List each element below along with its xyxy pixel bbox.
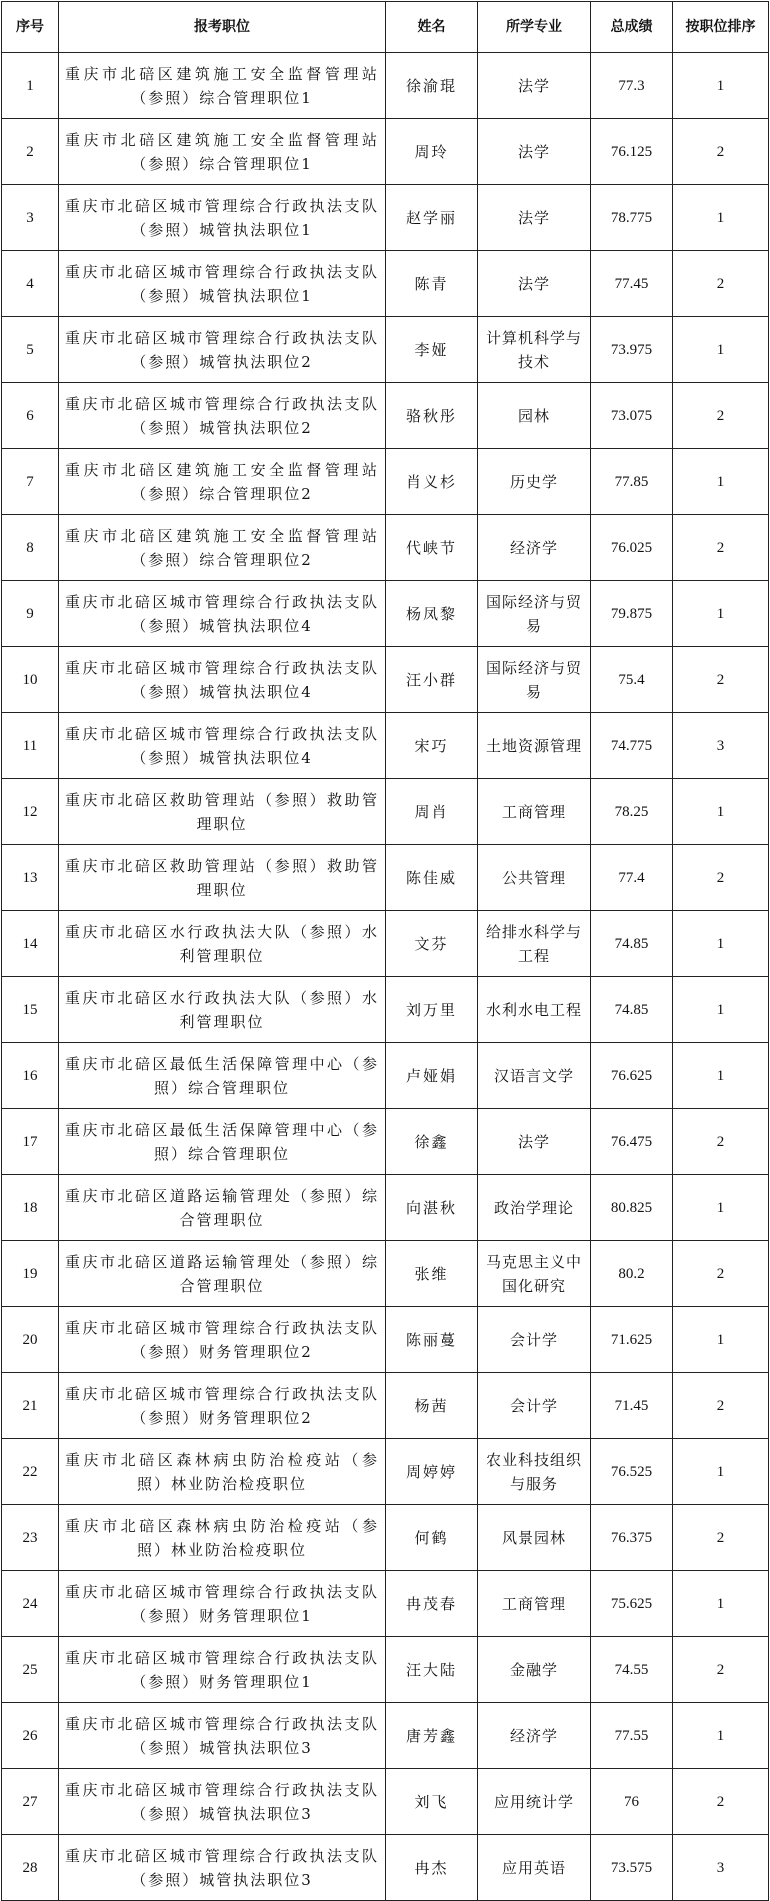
cell-score: 76.525: [591, 1439, 673, 1505]
cell-major: 应用统计学: [478, 1769, 591, 1835]
cell-position: 重庆市北碚区城市管理综合行政执法支队（参照）城管执法职位4: [59, 647, 386, 713]
cell-name: 冉杰: [386, 1835, 478, 1901]
cell-position: 重庆市北碚区城市管理综合行政执法支队（参照）财务管理职位2: [59, 1307, 386, 1373]
cell-seq: 9: [2, 581, 59, 647]
cell-score: 74.775: [591, 713, 673, 779]
cell-score: 79.875: [591, 581, 673, 647]
cell-score: 74.85: [591, 977, 673, 1043]
cell-rank: 1: [673, 581, 769, 647]
cell-seq: 10: [2, 647, 59, 713]
cell-major: 法学: [478, 251, 591, 317]
cell-seq: 20: [2, 1307, 59, 1373]
cell-major: 给排水科学与工程: [478, 911, 591, 977]
table-row: [2, 185, 769, 251]
cell-major: 计算机科学与技术: [478, 317, 591, 383]
cell-rank: 1: [673, 185, 769, 251]
cell-rank: 1: [673, 1175, 769, 1241]
table-row: [2, 1769, 769, 1835]
cell-position: 重庆市北碚区水行政执法大队（参照）水利管理职位: [59, 977, 386, 1043]
cell-seq: 28: [2, 1835, 59, 1901]
header-seq: 序号: [2, 2, 59, 53]
cell-rank: 1: [673, 317, 769, 383]
header-rank: 按职位排序: [673, 2, 769, 53]
cell-major: 工商管理: [478, 779, 591, 845]
cell-name: 陈丽蔓: [386, 1307, 478, 1373]
cell-major: 法学: [478, 185, 591, 251]
cell-major: 金融学: [478, 1637, 591, 1703]
cell-major: 工商管理: [478, 1571, 591, 1637]
cell-position: 重庆市北碚区道路运输管理处（参照）综合管理职位: [59, 1241, 386, 1307]
cell-seq: 13: [2, 845, 59, 911]
cell-name: 赵学丽: [386, 185, 478, 251]
cell-name: 周玲: [386, 119, 478, 185]
cell-position: 重庆市北碚区最低生活保障管理中心（参照）综合管理职位: [59, 1043, 386, 1109]
header-position: 报考职位: [59, 2, 386, 53]
cell-name: 冉茂春: [386, 1571, 478, 1637]
cell-name: 代峡节: [386, 515, 478, 581]
cell-rank: 1: [673, 911, 769, 977]
cell-name: 周肖: [386, 779, 478, 845]
cell-rank: 2: [673, 1769, 769, 1835]
cell-score: 76: [591, 1769, 673, 1835]
cell-name: 文芬: [386, 911, 478, 977]
cell-score: 78.775: [591, 185, 673, 251]
cell-score: 71.625: [591, 1307, 673, 1373]
cell-seq: 4: [2, 251, 59, 317]
cell-name: 骆秋彤: [386, 383, 478, 449]
table-row: [2, 1307, 769, 1373]
cell-rank: 1: [673, 449, 769, 515]
cell-seq: 26: [2, 1703, 59, 1769]
cell-score: 73.575: [591, 1835, 673, 1901]
table-row: [2, 977, 769, 1043]
cell-rank: 2: [673, 515, 769, 581]
table-row: [2, 515, 769, 581]
cell-position: 重庆市北碚区救助管理站（参照）救助管理职位: [59, 779, 386, 845]
cell-rank: 2: [673, 647, 769, 713]
cell-position: 重庆市北碚区水行政执法大队（参照）水利管理职位: [59, 911, 386, 977]
cell-major: 法学: [478, 53, 591, 119]
cell-rank: 2: [673, 1241, 769, 1307]
cell-major: 汉语言文学: [478, 1043, 591, 1109]
cell-major: 经济学: [478, 1703, 591, 1769]
cell-name: 唐芳鑫: [386, 1703, 478, 1769]
cell-score: 76.025: [591, 515, 673, 581]
cell-seq: 18: [2, 1175, 59, 1241]
cell-seq: 6: [2, 383, 59, 449]
table-row: [2, 1571, 769, 1637]
cell-position: 重庆市北碚区城市管理综合行政执法支队（参照）城管执法职位1: [59, 185, 386, 251]
cell-seq: 27: [2, 1769, 59, 1835]
cell-position: 重庆市北碚区城市管理综合行政执法支队（参照）城管执法职位3: [59, 1835, 386, 1901]
cell-rank: 2: [673, 119, 769, 185]
cell-seq: 5: [2, 317, 59, 383]
cell-score: 73.075: [591, 383, 673, 449]
table-row: [2, 1637, 769, 1703]
table-row: [2, 1505, 769, 1571]
cell-seq: 14: [2, 911, 59, 977]
cell-name: 陈佳威: [386, 845, 478, 911]
cell-major: 国际经济与贸易: [478, 581, 591, 647]
cell-major: 国际经济与贸易: [478, 647, 591, 713]
cell-position: 重庆市北碚区城市管理综合行政执法支队（参照）财务管理职位2: [59, 1373, 386, 1439]
cell-rank: 2: [673, 251, 769, 317]
table-row: [2, 251, 769, 317]
cell-seq: 2: [2, 119, 59, 185]
cell-score: 74.85: [591, 911, 673, 977]
table-row: [2, 1175, 769, 1241]
cell-position: 重庆市北碚区城市管理综合行政执法支队（参照）财务管理职位1: [59, 1571, 386, 1637]
cell-seq: 3: [2, 185, 59, 251]
cell-score: 76.625: [591, 1043, 673, 1109]
cell-position: 重庆市北碚区建筑施工安全监督管理站（参照）综合管理职位1: [59, 119, 386, 185]
table-row: [2, 911, 769, 977]
cell-major: 法学: [478, 119, 591, 185]
cell-rank: 2: [673, 1109, 769, 1175]
cell-position: 重庆市北碚区城市管理综合行政执法支队（参照）城管执法职位4: [59, 713, 386, 779]
cell-position: 重庆市北碚区城市管理综合行政执法支队（参照）城管执法职位1: [59, 251, 386, 317]
cell-name: 张维: [386, 1241, 478, 1307]
table-row: [2, 1043, 769, 1109]
cell-rank: 1: [673, 779, 769, 845]
cell-rank: 1: [673, 53, 769, 119]
cell-seq: 15: [2, 977, 59, 1043]
cell-rank: 3: [673, 1835, 769, 1901]
cell-score: 75.625: [591, 1571, 673, 1637]
cell-rank: 1: [673, 1571, 769, 1637]
table-row: [2, 449, 769, 515]
cell-position: 重庆市北碚区城市管理综合行政执法支队（参照）城管执法职位3: [59, 1769, 386, 1835]
cell-name: 何鹤: [386, 1505, 478, 1571]
cell-rank: 1: [673, 977, 769, 1043]
cell-score: 80.2: [591, 1241, 673, 1307]
cell-rank: 1: [673, 1043, 769, 1109]
cell-major: 马克思主义中国化研究: [478, 1241, 591, 1307]
cell-rank: 1: [673, 1703, 769, 1769]
cell-major: 历史学: [478, 449, 591, 515]
cell-seq: 7: [2, 449, 59, 515]
cell-position: 重庆市北碚区城市管理综合行政执法支队（参照）城管执法职位2: [59, 383, 386, 449]
cell-position: 重庆市北碚区救助管理站（参照）救助管理职位: [59, 845, 386, 911]
cell-score: 77.85: [591, 449, 673, 515]
cell-score: 71.45: [591, 1373, 673, 1439]
cell-major: 经济学: [478, 515, 591, 581]
cell-name: 陈青: [386, 251, 478, 317]
cell-seq: 11: [2, 713, 59, 779]
cell-seq: 12: [2, 779, 59, 845]
table-row: [2, 779, 769, 845]
cell-seq: 19: [2, 1241, 59, 1307]
table-row: [2, 119, 769, 185]
table-row: [2, 317, 769, 383]
cell-score: 78.25: [591, 779, 673, 845]
cell-name: 李娅: [386, 317, 478, 383]
table-row: [2, 1703, 769, 1769]
cell-rank: 1: [673, 1307, 769, 1373]
cell-name: 杨茜: [386, 1373, 478, 1439]
cell-score: 77.55: [591, 1703, 673, 1769]
cell-name: 汪小群: [386, 647, 478, 713]
cell-position: 重庆市北碚区最低生活保障管理中心（参照）综合管理职位: [59, 1109, 386, 1175]
table-row: [2, 647, 769, 713]
table-row: [2, 1109, 769, 1175]
cell-seq: 23: [2, 1505, 59, 1571]
cell-position: 重庆市北碚区建筑施工安全监督管理站（参照）综合管理职位1: [59, 53, 386, 119]
cell-rank: 2: [673, 1637, 769, 1703]
table-row: [2, 383, 769, 449]
header-row: [2, 2, 769, 53]
cell-name: 周婷婷: [386, 1439, 478, 1505]
header-name: 姓名: [386, 2, 478, 53]
cell-score: 76.375: [591, 1505, 673, 1571]
table-row: [2, 845, 769, 911]
cell-name: 肖义杉: [386, 449, 478, 515]
cell-major: 应用英语: [478, 1835, 591, 1901]
results-table: [1, 1, 769, 1901]
cell-major: 会计学: [478, 1373, 591, 1439]
cell-rank: 2: [673, 383, 769, 449]
cell-major: 园林: [478, 383, 591, 449]
cell-name: 卢娅娟: [386, 1043, 478, 1109]
cell-major: 水利水电工程: [478, 977, 591, 1043]
table-row: [2, 581, 769, 647]
cell-major: 政治学理论: [478, 1175, 591, 1241]
table-row: [2, 1241, 769, 1307]
cell-major: 会计学: [478, 1307, 591, 1373]
table-row: [2, 1373, 769, 1439]
cell-rank: 2: [673, 1505, 769, 1571]
cell-position: 重庆市北碚区城市管理综合行政执法支队（参照）城管执法职位2: [59, 317, 386, 383]
cell-position: 重庆市北碚区城市管理综合行政执法支队（参照）财务管理职位1: [59, 1637, 386, 1703]
header-score: 总成绩: [591, 2, 673, 53]
cell-score: 77.4: [591, 845, 673, 911]
cell-rank: 1: [673, 1439, 769, 1505]
cell-name: 徐渝琨: [386, 53, 478, 119]
table-row: [2, 1439, 769, 1505]
cell-major: 农业科技组织与服务: [478, 1439, 591, 1505]
cell-name: 徐鑫: [386, 1109, 478, 1175]
cell-seq: 17: [2, 1109, 59, 1175]
cell-rank: 2: [673, 1373, 769, 1439]
cell-name: 汪大陆: [386, 1637, 478, 1703]
cell-name: 杨凤黎: [386, 581, 478, 647]
cell-seq: 24: [2, 1571, 59, 1637]
cell-major: 公共管理: [478, 845, 591, 911]
cell-seq: 21: [2, 1373, 59, 1439]
cell-score: 75.4: [591, 647, 673, 713]
header-major: 所学专业: [478, 2, 591, 53]
cell-name: 刘飞: [386, 1769, 478, 1835]
cell-name: 宋巧: [386, 713, 478, 779]
cell-major: 法学: [478, 1109, 591, 1175]
cell-major: 风景园林: [478, 1505, 591, 1571]
cell-major: 土地资源管理: [478, 713, 591, 779]
cell-seq: 1: [2, 53, 59, 119]
cell-seq: 16: [2, 1043, 59, 1109]
cell-position: 重庆市北碚区森林病虫防治检疫站（参照）林业防治检疫职位: [59, 1505, 386, 1571]
cell-position: 重庆市北碚区城市管理综合行政执法支队（参照）城管执法职位3: [59, 1703, 386, 1769]
table-body: [2, 53, 769, 1901]
cell-position: 重庆市北碚区森林病虫防治检疫站（参照）林业防治检疫职位: [59, 1439, 386, 1505]
table-row: [2, 1835, 769, 1901]
cell-score: 77.3: [591, 53, 673, 119]
cell-rank: 2: [673, 845, 769, 911]
cell-seq: 22: [2, 1439, 59, 1505]
cell-score: 76.125: [591, 119, 673, 185]
cell-seq: 25: [2, 1637, 59, 1703]
cell-score: 74.55: [591, 1637, 673, 1703]
cell-rank: 3: [673, 713, 769, 779]
cell-name: 刘万里: [386, 977, 478, 1043]
table-row: [2, 53, 769, 119]
cell-name: 向湛秋: [386, 1175, 478, 1241]
table-header: [2, 2, 769, 53]
cell-score: 76.475: [591, 1109, 673, 1175]
cell-position: 重庆市北碚区城市管理综合行政执法支队（参照）城管执法职位4: [59, 581, 386, 647]
table-row: [2, 713, 769, 779]
cell-position: 重庆市北碚区建筑施工安全监督管理站（参照）综合管理职位2: [59, 449, 386, 515]
cell-seq: 8: [2, 515, 59, 581]
cell-score: 73.975: [591, 317, 673, 383]
cell-score: 80.825: [591, 1175, 673, 1241]
cell-position: 重庆市北碚区建筑施工安全监督管理站（参照）综合管理职位2: [59, 515, 386, 581]
cell-score: 77.45: [591, 251, 673, 317]
cell-position: 重庆市北碚区道路运输管理处（参照）综合管理职位: [59, 1175, 386, 1241]
